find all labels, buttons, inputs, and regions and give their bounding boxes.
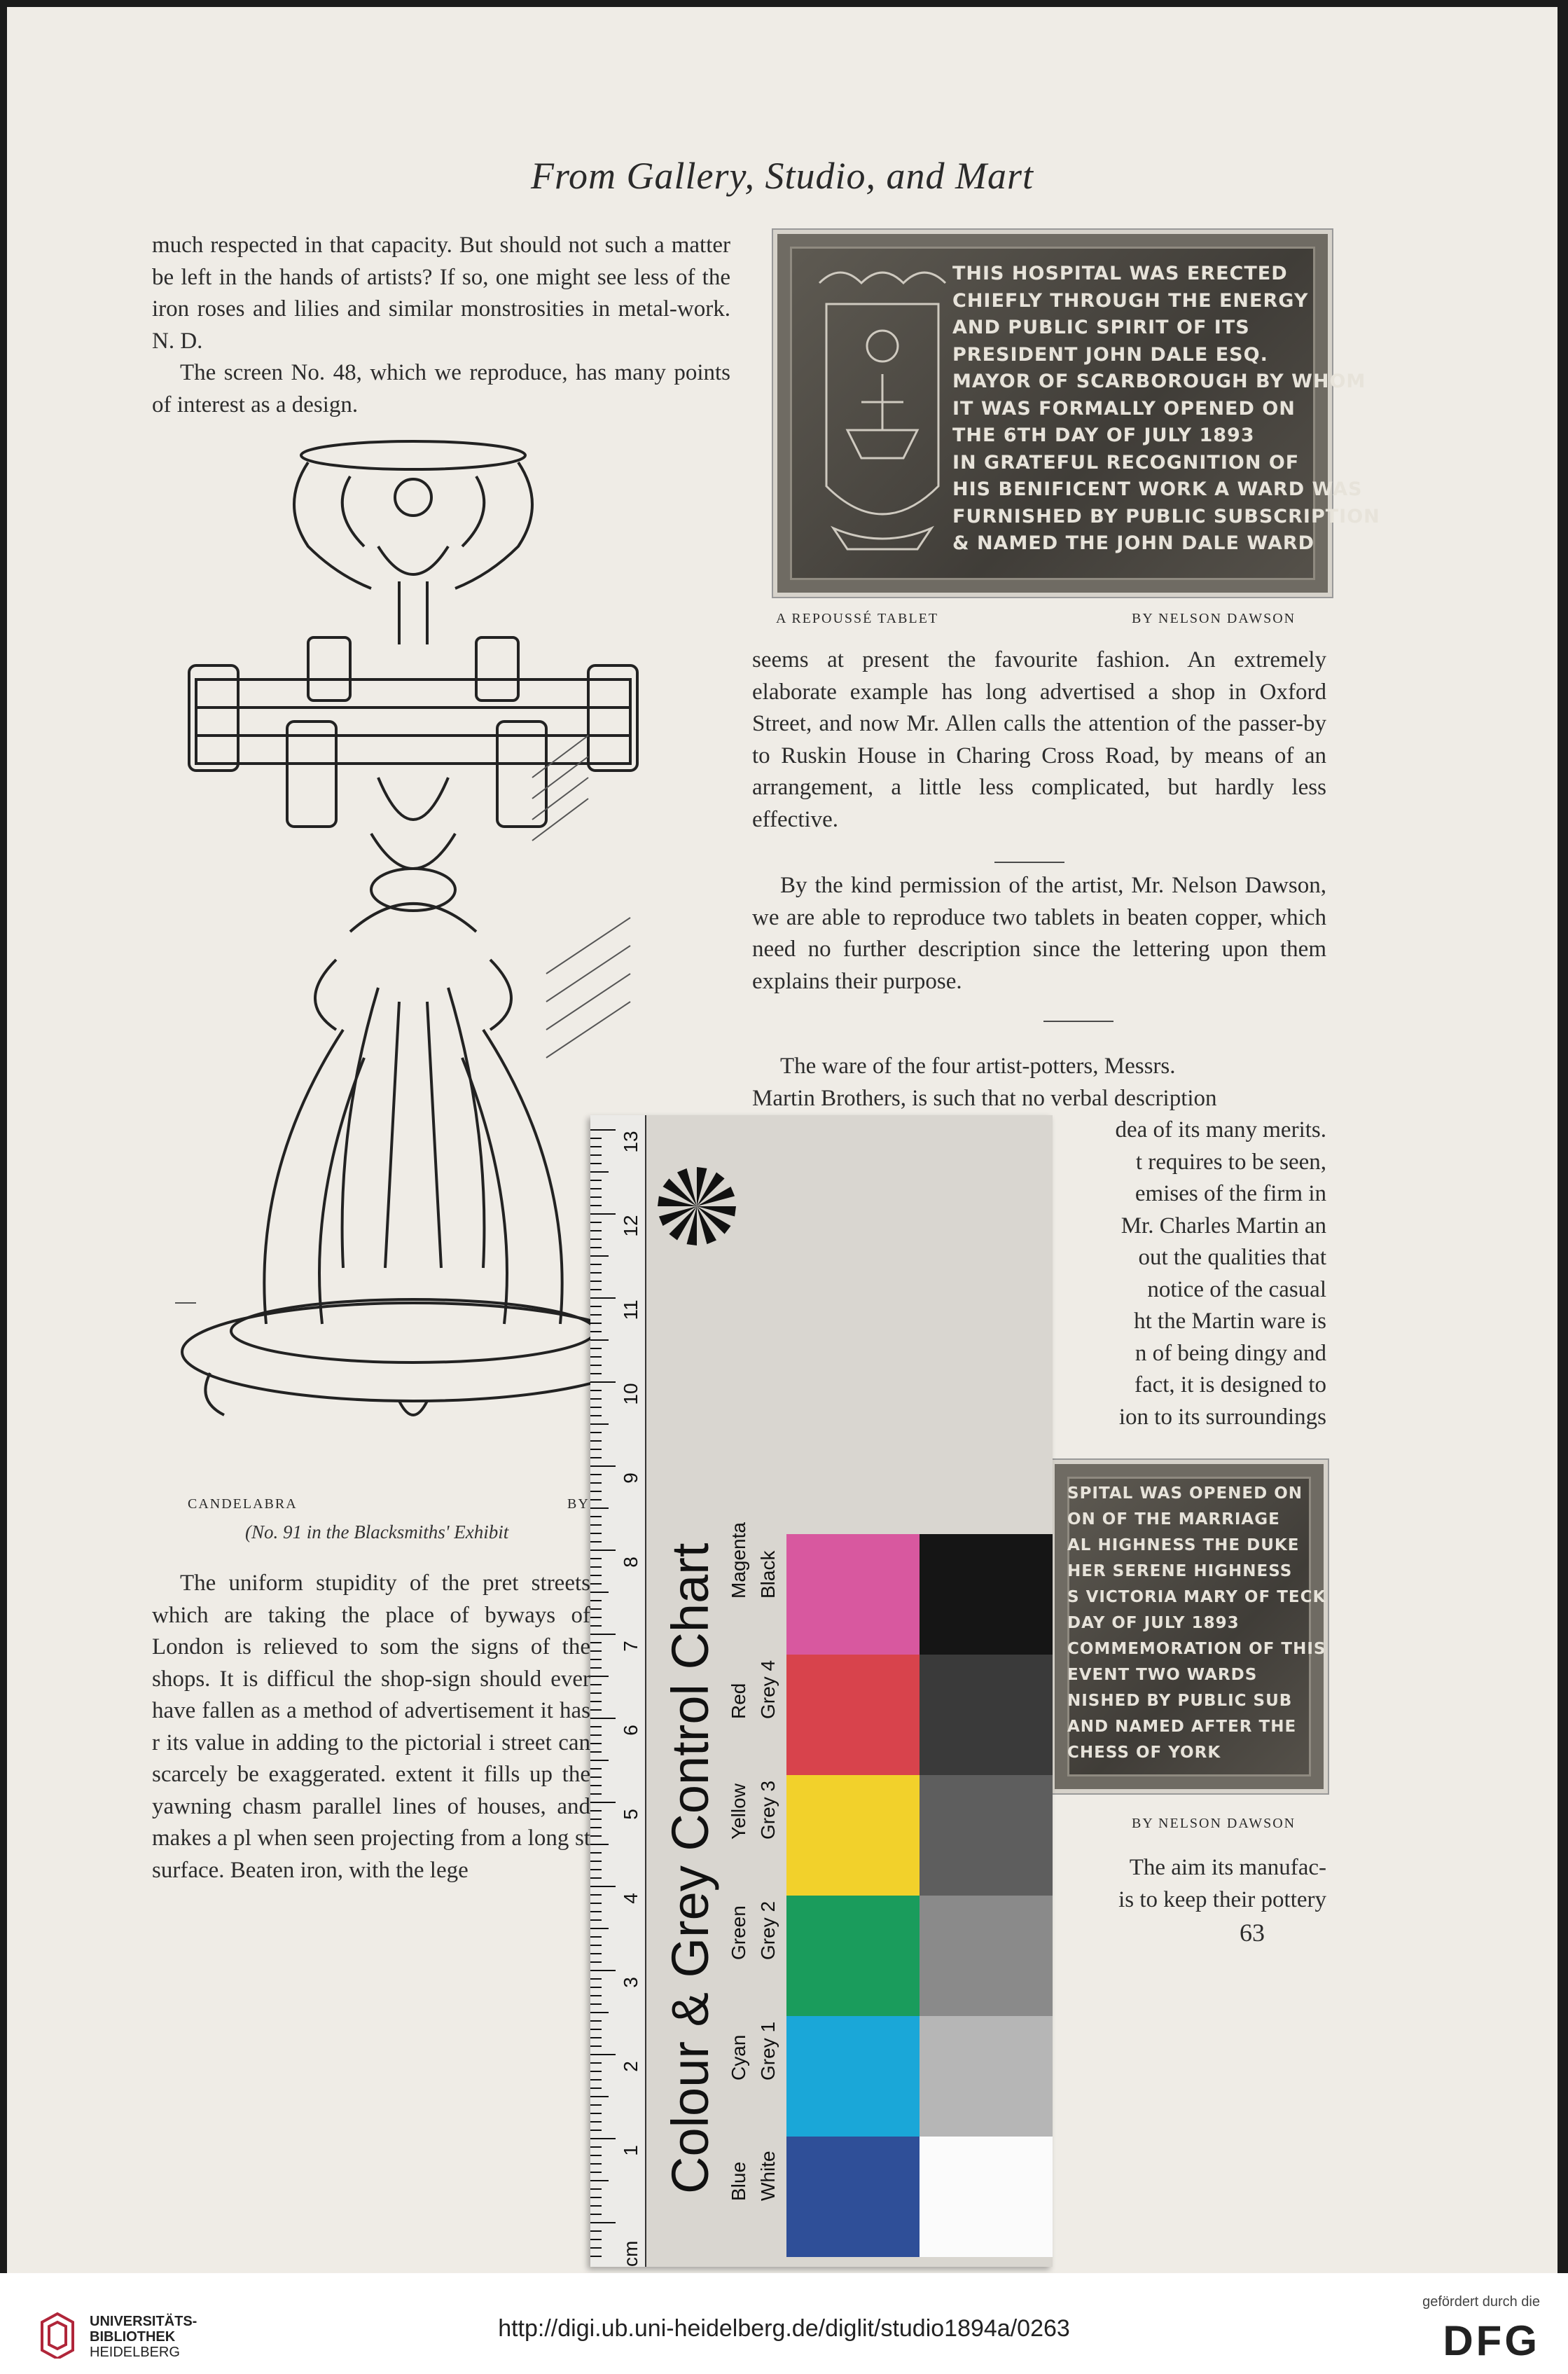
ruler-tick [590, 2214, 602, 2215]
ruler-number: 8 [620, 1557, 641, 1568]
dfg-logo: DFG [1443, 2317, 1540, 2364]
ruler-tick [590, 1743, 602, 1744]
ruler-tick [590, 1474, 602, 1475]
grey-patch-grey-2 [920, 1896, 1053, 2016]
ruler-number: 6 [620, 1725, 641, 1736]
ruler-tick [590, 1238, 602, 1240]
ruler-tick [590, 1617, 602, 1618]
right-para3-line: n of being dingy and [1135, 1340, 1326, 1366]
ruler-tick [590, 1196, 602, 1198]
tablet2-line: AND NAMED AFTER THE [1067, 1718, 1297, 1736]
ruler-tick [590, 1449, 602, 1450]
ruler-tick [590, 1247, 602, 1248]
institution-line: HEIDELBERG [90, 2345, 180, 2360]
ruler-tick [590, 1356, 602, 1358]
second-tablet-image [1050, 1460, 1328, 1793]
tablet1-line: CHIEFLY THROUGH THE ENERGY [952, 289, 1309, 312]
ruler-unit-label: cm [620, 2240, 641, 2267]
right-para3-line: Mr. Charles Martin an [1121, 1213, 1326, 1238]
ruler-tick [590, 1810, 602, 1811]
tablet2-line: S VICTORIA MARY OF TECK [1067, 1588, 1326, 1606]
left-column-bottom [152, 1568, 590, 1981]
ruler-tick [590, 1802, 616, 1803]
ship-crest-emblem [805, 262, 959, 563]
tablet1-line: IT WAS FORMALLY OPENED ON [952, 397, 1296, 420]
ruler-tick [590, 1524, 602, 1526]
left-paragraph-3: The uniform stupidity of the pret streets which are taking the place of byways of London is relieved to som the signs of the shops. It is difficul the shop-sign should ever have fallen as a method of advertisement it has r its value in adding to the pictorial i street can scarcely be exaggerated. extent it fills up the yawning chasm parallel lines of houses, and makes a pl when seen projecting from a long st surface. Beaten iron, with the lege [152, 1571, 590, 1883]
ruler-tick [590, 1146, 602, 1147]
right-para3-line: Martin Brothers, is such that no verbal description [752, 1085, 1217, 1111]
ruler-tick [590, 1491, 602, 1492]
tablet1-line: FURNISHED BY PUBLIC SUBSCRIPTION [952, 505, 1380, 527]
tablet2-line: SPITAL WAS OPENED ON [1067, 1484, 1303, 1503]
ruler-tick [590, 1205, 602, 1206]
section-divider [994, 862, 1064, 863]
ruler-tick [590, 1213, 616, 1215]
funded-by-label: gefördert durch die [1422, 2294, 1540, 2310]
ruler-tick [590, 1995, 602, 1996]
ruler-tick [590, 1852, 602, 1854]
ruler-tick [590, 1550, 616, 1551]
ruler-tick [590, 1877, 602, 1879]
ruler-number: 7 [620, 1641, 641, 1652]
color-label: Cyan [728, 2034, 749, 2080]
tablet1-line: HIS BENIFICENT WORK A WARD WAS [952, 478, 1363, 500]
candelabra-caption-left: CANDELABRA [188, 1496, 298, 1512]
grey-label: Grey 3 [757, 1780, 779, 1840]
ruler-tick [590, 1684, 602, 1685]
candelabra-subcaption: (No. 91 in the Blacksmiths' Exhibit [245, 1521, 509, 1543]
tablet1-line: THIS HOSPITAL WAS ERECTED [952, 263, 1288, 284]
right-para3-line: fact, it is designed to [1134, 1372, 1326, 1398]
ruler-tick [590, 1272, 602, 1274]
ruler-number: 12 [620, 1215, 641, 1237]
ruler-tick [590, 1566, 602, 1568]
ruler-tick [590, 2020, 602, 2022]
ruler-tick [590, 1919, 602, 1921]
ruler-tick [590, 1163, 602, 1164]
tablet2-line: ON OF THE MARRIAGE [1067, 1510, 1280, 1528]
ruler-tick [590, 1861, 602, 1862]
color-patch-yellow [786, 1775, 920, 1896]
ruler-tick [590, 1381, 616, 1383]
ruler-tick [590, 1978, 602, 1980]
ruler-tick [590, 1760, 609, 1761]
ruler-tick [590, 2037, 602, 2038]
ruler-tick [590, 2113, 602, 2114]
ruler-tick [590, 1398, 602, 1400]
color-patch-green [786, 1896, 920, 2016]
color-label: Magenta [728, 1522, 749, 1599]
color-label: Red [728, 1683, 749, 1719]
ruler-tick [590, 1987, 602, 1988]
ruler-tick [590, 1306, 602, 1307]
ruler-tick [590, 1423, 609, 1425]
ruler-tick [590, 1264, 602, 1265]
ruler-tick [590, 1533, 602, 1534]
ruler-number: 13 [620, 1131, 641, 1153]
ruler-tick [590, 1642, 602, 1643]
right-column-bottom [1057, 1852, 1326, 1916]
tablet2-line: HER SERENE HIGHNESS [1067, 1562, 1293, 1580]
ruler-tick [590, 2155, 602, 2156]
ruler-tick [590, 2256, 602, 2257]
candelabra-caption-right: BY [567, 1496, 590, 1512]
institution-line: UNIVERSITÄTS- [90, 2314, 197, 2329]
ruler-tick [590, 2062, 602, 2064]
ruler-tick [590, 1827, 602, 1828]
tablet2-line: CHESS OF YORK [1067, 1744, 1221, 1762]
centimeter-ruler [590, 1115, 646, 2267]
colour-control-card [590, 1115, 1053, 2267]
ruler-tick [590, 1465, 616, 1467]
ruler-tick [590, 2239, 602, 2240]
ruler-tick [590, 1592, 609, 1593]
ruler-number: 1 [620, 2145, 641, 2156]
grey-patch-grey-4 [920, 1655, 1053, 1775]
right-para3-line: dea of its many merits. [1115, 1117, 1326, 1143]
right-bottom-line: The aim its manufac- [1129, 1855, 1326, 1880]
ruler-tick [590, 2121, 602, 2123]
color-label: Yellow [728, 1783, 749, 1840]
ruler-tick [590, 1936, 602, 1938]
ruler-tick [590, 2197, 602, 2198]
ruler-tick [590, 2180, 609, 2181]
ruler-tick [590, 1297, 616, 1299]
ruler-tick [590, 1339, 609, 1341]
ruler-tick [590, 1819, 602, 1820]
ruler-tick [590, 1793, 602, 1795]
tablet1-line: IN GRATEFUL RECOGNITION OF [952, 451, 1300, 474]
right-para3-line: ion to its surroundings [1118, 1404, 1326, 1430]
ruler-tick [590, 1281, 602, 1282]
ruler-tick [590, 1348, 602, 1349]
ruler-number: 11 [620, 1299, 641, 1320]
ruler-number: 5 [620, 1809, 641, 1820]
ruler-tick [590, 2054, 616, 2055]
tablet2-line: AL HIGHNESS THE DUKE [1067, 1536, 1300, 1554]
ruler-tick [590, 1667, 602, 1669]
ruler-tick [590, 1558, 602, 1559]
ruler-tick [590, 1188, 602, 1189]
color-label: Blue [728, 2161, 749, 2201]
ruler-tick [590, 1365, 602, 1366]
ruler-tick [590, 1970, 616, 1971]
ruler-tick [590, 1323, 602, 1324]
ruler-tick [590, 1692, 602, 1694]
tablet2-line: EVENT TWO WARDS [1067, 1666, 1258, 1684]
source-url-link[interactable]: http://digi.ub.uni-heidelberg.de/diglit/studio1894a/0263 [498, 2315, 1070, 2342]
ruler-tick [590, 1331, 602, 1332]
grey-patch-black [920, 1534, 1053, 1655]
ruler-tick [590, 2104, 602, 2106]
ruler-tick [590, 1768, 602, 1769]
tablet1-caption-right: BY NELSON DAWSON [1132, 611, 1296, 626]
page-number: 63 [1240, 1919, 1265, 1947]
right-para3-line: ht the Martin ware is [1134, 1309, 1326, 1334]
ruler-tick [590, 1953, 602, 1954]
ruler-tick [590, 2003, 602, 2005]
ruler-tick [590, 1961, 602, 1963]
ruler-tick [590, 1516, 602, 1517]
ruler-tick [590, 2172, 602, 2173]
ruler-tick [590, 1499, 602, 1500]
left-paragraph-2: The screen No. 48, which we reproduce, has many points of interest as a design. [152, 360, 730, 417]
tablet2-inscription [1067, 1481, 1326, 1766]
tablet1-inscription [952, 261, 1380, 558]
color-label: Green [728, 1905, 749, 1960]
ruler-tick [590, 1154, 602, 1156]
institution-line: BIBLIOTHEK [90, 2329, 176, 2345]
ruler-number: 3 [620, 1977, 641, 1988]
left-paragraph-1: much respected in that capacity. But should not such a matter be left in the hands of artists? If so, one might see less of the iron roses and lilies and similar monstrosities in metal-work. N. D. [152, 233, 730, 354]
ruler-tick [590, 1541, 602, 1543]
ruler-tick [590, 1373, 602, 1374]
right-para3-line: t requires to be seen, [1135, 1149, 1326, 1175]
scanned-page [7, 7, 1557, 2273]
ruler-tick [590, 1180, 602, 1181]
ruler-tick [590, 1650, 602, 1652]
color-patch-blue [786, 2137, 920, 2257]
tablet2-line: NISHED BY PUBLIC SUB [1067, 1692, 1293, 1710]
resolution-starburst-icon [655, 1143, 739, 1269]
grey-label: Black [757, 1550, 779, 1599]
candelabra-illustration [168, 427, 658, 1485]
right-bottom-line: is to keep their pottery [1118, 1886, 1326, 1912]
section-divider [1043, 1021, 1113, 1022]
right-paragraph-2-text: By the kind permission of the artist, Mr. Nelson Dawson, we are able to reproduce two tablets in beaten copper, which need no further description since the lettering upon them explains their purpose. [752, 873, 1326, 994]
right-para3-line: The ware of the four artist-potters, Messrs. [780, 1054, 1176, 1079]
ruler-tick [590, 1583, 602, 1585]
ruler-tick [590, 2163, 602, 2165]
ruler-tick [590, 1726, 602, 1727]
ruler-tick [590, 2045, 602, 2047]
ruler-tick [590, 2222, 616, 2223]
ruler-tick [590, 1844, 609, 1845]
repousse-tablet-image [773, 230, 1380, 597]
ruler-tick [590, 2146, 602, 2148]
ruler-tick [590, 2087, 602, 2089]
grey-patch-grey-3 [920, 1775, 1053, 1896]
ruler-tick [590, 2188, 602, 2190]
right-paragraph-2 [752, 870, 1326, 998]
ruler-tick [590, 1634, 616, 1635]
ruler-tick [590, 1701, 602, 1702]
grey-label: Grey 4 [757, 1659, 779, 1719]
color-patch-red [786, 1655, 920, 1775]
ruler-tick [590, 1928, 609, 1929]
ruler-tick [590, 1776, 602, 1778]
ruler-tick [590, 1390, 602, 1391]
ruler-tick [590, 2138, 616, 2139]
ruler-tick [590, 1440, 602, 1442]
ruler-tick [590, 2205, 602, 2207]
ruler-tick [590, 1751, 602, 1753]
left-column-top [152, 230, 730, 421]
running-head: From Gallery, Studio, and Mart [531, 155, 1034, 197]
ruler-tick [590, 1600, 602, 1601]
ruler-tick [590, 1869, 602, 1870]
ruler-tick [590, 1911, 602, 1912]
color-patch-magenta [786, 1534, 920, 1655]
color-patch-cyan [786, 2016, 920, 2137]
ruler-tick [590, 1903, 602, 1904]
grey-patch-white [920, 2137, 1053, 2257]
ruler-tick [590, 1255, 609, 1257]
footer-bar [0, 2273, 1568, 2374]
right-para3-line: emises of the firm in [1135, 1181, 1326, 1206]
ruler-tick [590, 1945, 602, 1946]
right-paragraph-1 [752, 644, 1326, 836]
ruler-number: 2 [620, 2061, 641, 2072]
ruler-number: 9 [620, 1472, 641, 1484]
tablet1-line: AND PUBLIC SPIRIT OF ITS [952, 317, 1250, 338]
ruler-number: 10 [620, 1383, 641, 1405]
ruler-tick [590, 2130, 602, 2131]
ruler-tick [590, 2012, 609, 2013]
ruler-tick [590, 2029, 602, 2030]
tablet1-caption-left: A REPOUSSÉ TABLET [776, 611, 939, 626]
tablet2-line: COMMEMORATION OF THIS [1067, 1640, 1326, 1658]
ruler-tick [590, 1432, 602, 1433]
tablet1-line: & NAMED THE JOHN DALE WARD [952, 532, 1315, 554]
ruler-tick [590, 1171, 609, 1173]
right-para3-line: out the qualities that [1138, 1245, 1326, 1270]
ruler-tick [590, 1457, 602, 1458]
ruler-tick [590, 1314, 602, 1316]
ruler-tick [590, 2247, 602, 2249]
chart-title: Colour & Grey Control Chart [661, 1543, 719, 2194]
ruler-tick [590, 1230, 602, 1231]
ruler-tick [590, 1676, 609, 1677]
ruler-tick [590, 2071, 602, 2072]
ruler-tick [590, 1129, 616, 1131]
tablet2-line: DAY OF JULY 1893 [1067, 1614, 1240, 1632]
ruler-tick [590, 1138, 602, 1139]
tablet1-line: PRESIDENT JOHN DALE ESQ. [952, 343, 1268, 366]
right-para3-line: notice of the casual [1147, 1276, 1326, 1302]
ruler-tick [590, 1415, 602, 1416]
ruler-tick [590, 1886, 616, 1887]
ruler-tick [590, 1575, 602, 1576]
ruler-tick [590, 2230, 602, 2232]
ruler-tick [590, 1894, 602, 1896]
tablet2-caption-right: BY NELSON DAWSON [1132, 1816, 1296, 1831]
ruler-tick [590, 1407, 602, 1408]
ruler-tick [590, 1734, 602, 1736]
grey-label: Grey 1 [757, 2021, 779, 2080]
grey-patch-grey-1 [920, 2016, 1053, 2137]
grey-label: Grey 2 [757, 1900, 779, 1960]
ruler-tick [590, 2096, 609, 2097]
ruler-tick [590, 1482, 602, 1484]
grey-label: White [757, 2151, 779, 2201]
ruler-tick [590, 2079, 602, 2080]
tablet1-line: MAYOR OF SCARBOROUGH BY WHOM [952, 371, 1366, 392]
ruler-tick [590, 1709, 602, 1711]
ruler-tick [590, 1289, 602, 1290]
ruler-tick [590, 1718, 616, 1719]
ruler-tick [590, 1608, 602, 1610]
right-paragraph-1-text: seems at present the favourite fashion. An extremely elaborate example has long advertised a shop in Oxford Street, and now Mr. Allen calls the attention of the passer-by to Ruskin House in Charing Cross Road, by means of an arrangement, a little less complicated, but hardly less effective. [752, 647, 1326, 832]
ruler-tick [590, 1785, 602, 1786]
ruler-number: 4 [620, 1893, 641, 1904]
ruler-tick [590, 1507, 609, 1509]
tablet1-line: THE 6TH DAY OF JULY 1893 [952, 425, 1255, 446]
ruler-tick [590, 1222, 602, 1223]
ruler-tick [590, 1835, 602, 1837]
ruler-tick [590, 1625, 602, 1627]
ruler-tick [590, 1659, 602, 1660]
